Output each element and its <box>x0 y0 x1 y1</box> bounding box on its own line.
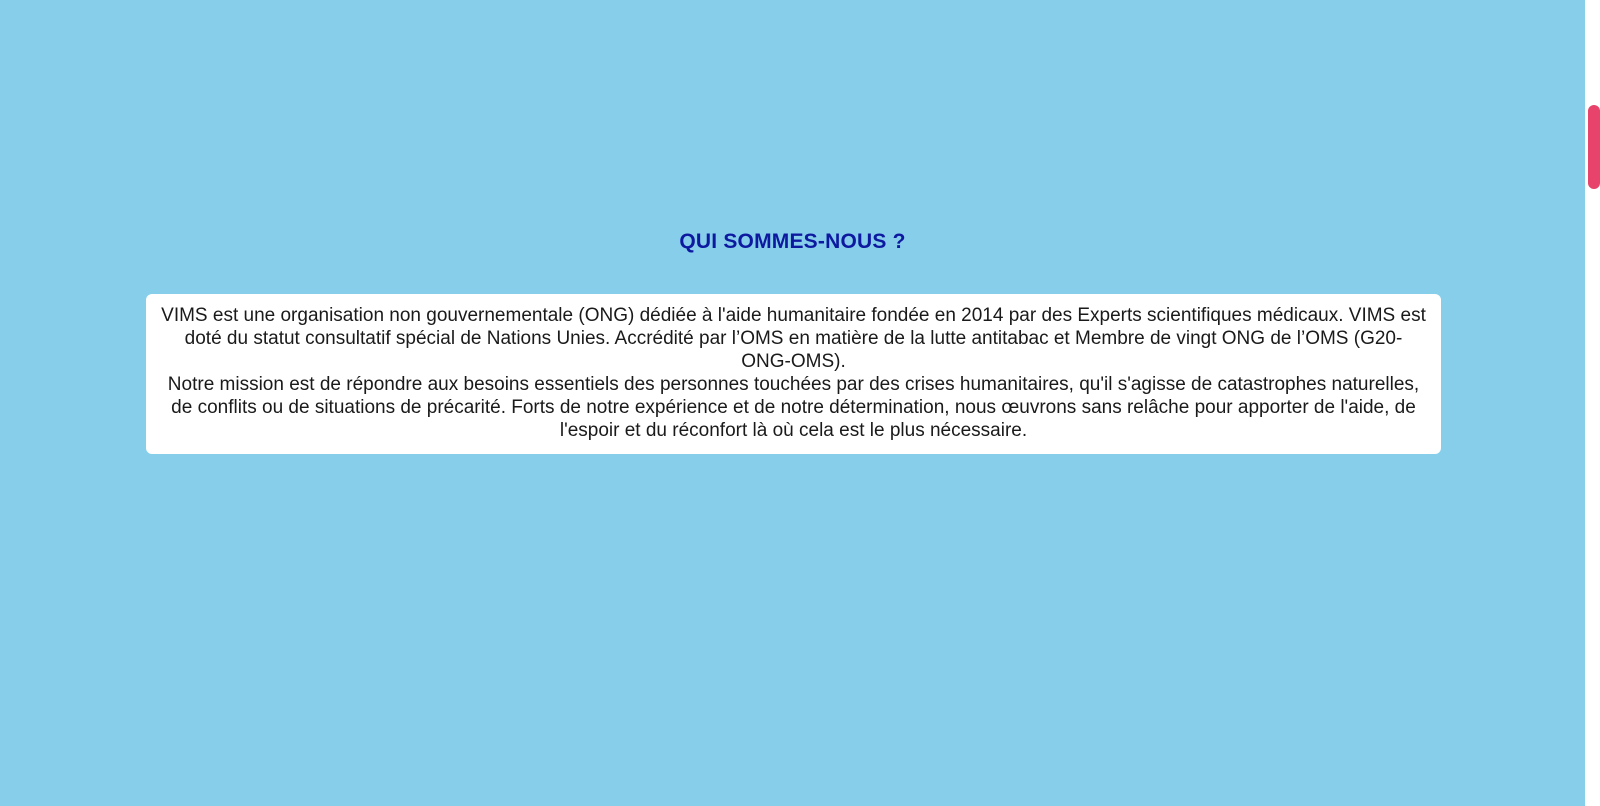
about-card <box>146 294 1441 454</box>
scrollbar-thumb[interactable] <box>1588 105 1600 189</box>
section-title: QUI SOMMES-NOUS ? <box>679 230 906 253</box>
about-paragraph-2: Notre mission est de répondre aux besoins essentiels des personnes touchées par des crises humanitaires, qu'il s'agisse de catastrophes naturelles, de conflits ou de situations de précarité. Forts de notre expérience et de notre détermination, nous œuvrons sans relâche pour apporter de l'aide, de l'espoir et du réconfort là où cela est le plus nécessaire. <box>167 374 1420 441</box>
scrollbar-track[interactable] <box>1585 0 1600 806</box>
about-paragraph-1: VIMS est une organisation non gouvernementale (ONG) dédiée à l'aide humanitaire fondée en 2014 par des Experts scientifiques médicaux. VIMS est doté du statut consultatif spécial de Nations Unies. Accrédité par l’OMS en matière de la lutte antitabac et Membre de vingt ONG de l’OMS (G20-ONG-OMS). <box>161 305 1426 372</box>
